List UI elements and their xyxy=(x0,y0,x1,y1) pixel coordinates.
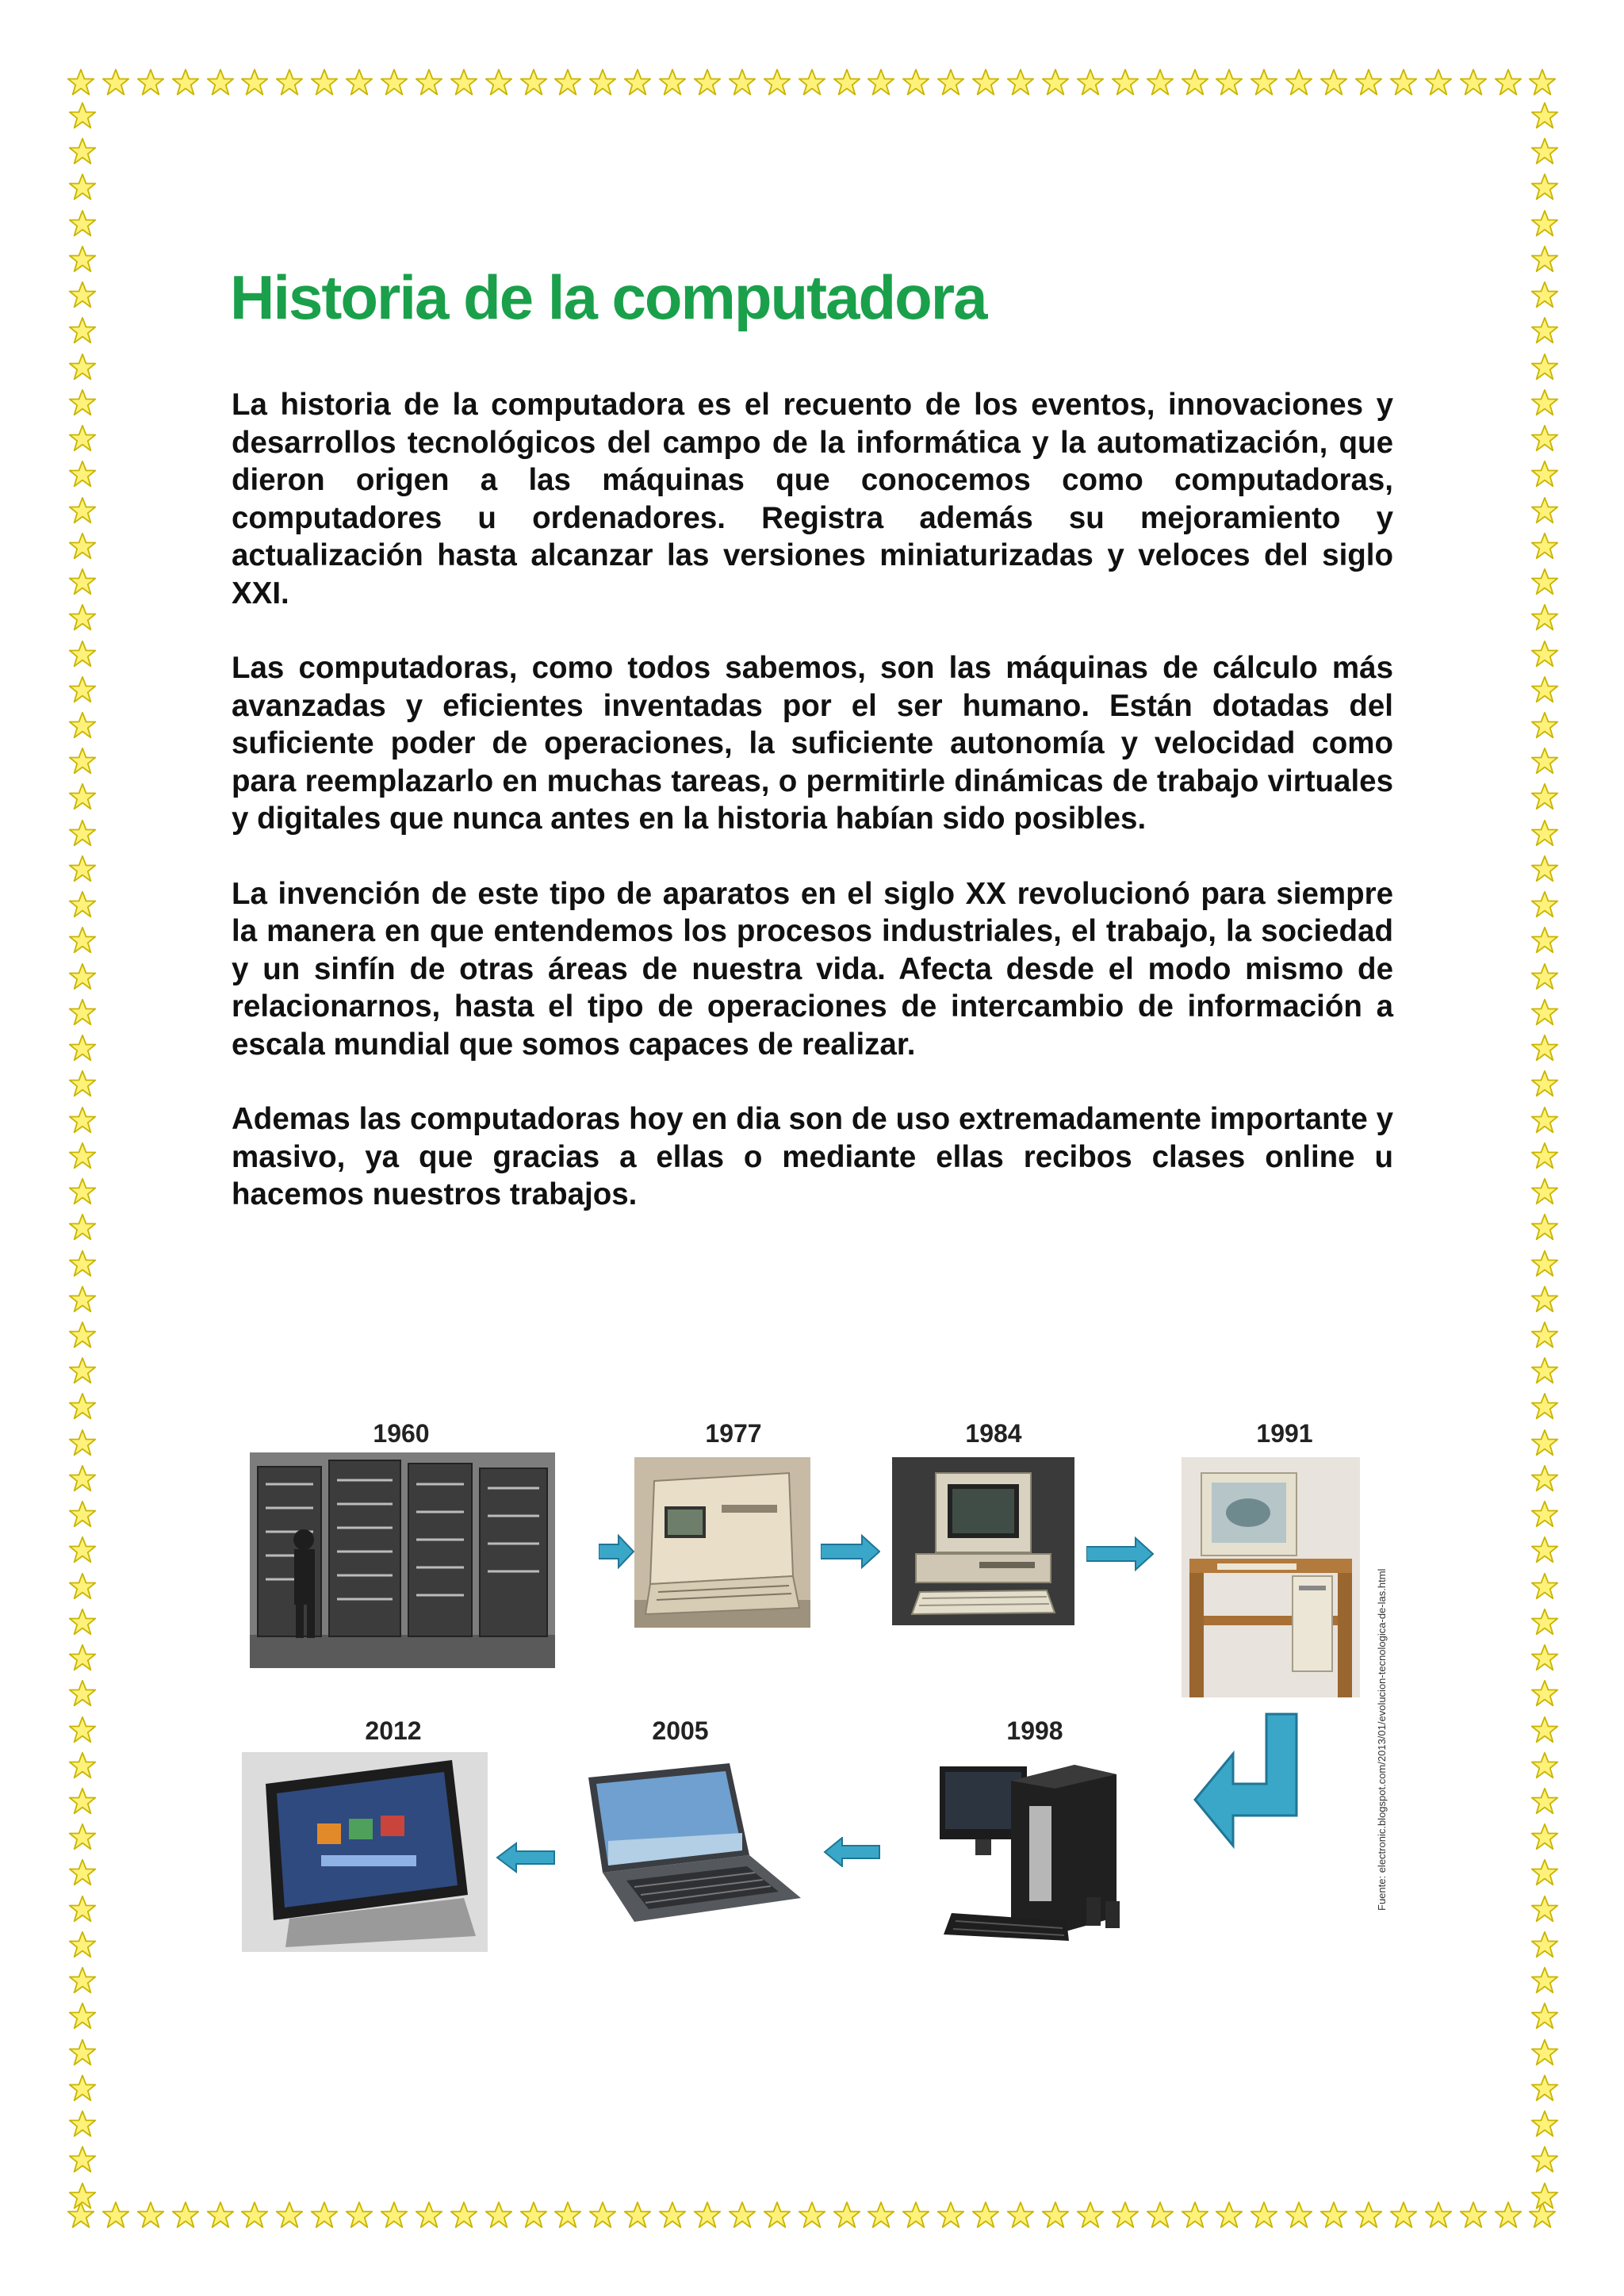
star-icon xyxy=(1530,1823,1559,1851)
star-icon xyxy=(415,68,443,97)
star-icon xyxy=(68,2074,97,2103)
year-label-1991: 1991 xyxy=(1256,1419,1313,1448)
star-icon xyxy=(171,2201,200,2229)
star-icon xyxy=(1530,532,1559,561)
star-icon xyxy=(136,2201,165,2229)
star-icon xyxy=(1530,783,1559,811)
year-label-2005: 2005 xyxy=(652,1716,709,1745)
laptop-2005-photo xyxy=(571,1754,809,1928)
mainframe-1960-photo xyxy=(250,1452,555,1668)
arrow-left-2-icon xyxy=(496,1842,555,1873)
body-text xyxy=(232,386,1393,1251)
star-icon xyxy=(68,245,97,274)
star-icon xyxy=(450,2201,478,2229)
star-icon xyxy=(1530,1895,1559,1923)
star-icon xyxy=(1530,1679,1559,1708)
star-icon xyxy=(728,2201,756,2229)
star-icon xyxy=(1530,2145,1559,2174)
star-icon xyxy=(275,68,304,97)
star-icon xyxy=(67,68,95,97)
star-icon xyxy=(68,998,97,1027)
star-icon xyxy=(693,68,722,97)
star-icon xyxy=(68,926,97,955)
star-icon xyxy=(68,640,97,668)
star-icon xyxy=(68,890,97,919)
star-icon xyxy=(1320,2201,1348,2229)
star-icon xyxy=(1530,1500,1559,1529)
paragraph-1: La historia de la computadora es el recuento de los eventos, innovaciones y desarrollos tecnológicos del campo de la informática y la automatización, que dieron origen a las máquinas que conocemos como computadoras, computadores u ordenadores. Registra además su mejoramiento y actualización hasta alcanzar las versiones miniaturizadas y veloces del siglo XXI. xyxy=(232,388,1393,610)
star-icon xyxy=(1530,1177,1559,1206)
star-icon xyxy=(1250,2201,1278,2229)
star-icon xyxy=(1530,424,1559,453)
star-icon xyxy=(1530,603,1559,632)
star-icon xyxy=(1006,2201,1035,2229)
star-icon xyxy=(68,568,97,596)
star-icon xyxy=(68,1249,97,1278)
star-icon xyxy=(1530,711,1559,740)
star-icon xyxy=(1041,68,1070,97)
star-icon xyxy=(68,2038,97,2067)
star-icon xyxy=(1530,137,1559,166)
star-icon xyxy=(1530,747,1559,775)
star-icon xyxy=(1530,819,1559,848)
star-icon xyxy=(833,2201,861,2229)
star-icon xyxy=(1530,353,1559,381)
star-icon xyxy=(68,1285,97,1314)
star-icon xyxy=(519,68,548,97)
star-icon xyxy=(1530,1070,1559,1098)
source-credit xyxy=(1376,1568,1392,1911)
star-icon xyxy=(588,68,617,97)
star-icon xyxy=(68,173,97,201)
star-icon xyxy=(485,68,513,97)
star-icon xyxy=(1076,2201,1105,2229)
star-icon xyxy=(1215,68,1243,97)
star-icon xyxy=(1215,2201,1243,2229)
star-icon xyxy=(1530,568,1559,596)
star-icon xyxy=(68,1895,97,1923)
star-icon xyxy=(68,424,97,453)
star-icon xyxy=(68,783,97,811)
star-icon xyxy=(1530,675,1559,704)
star-icon xyxy=(1530,1572,1559,1601)
star-border-top xyxy=(67,68,1557,103)
star-icon xyxy=(68,1464,97,1493)
star-icon xyxy=(1530,1429,1559,1457)
star-icon xyxy=(68,316,97,345)
star-icon xyxy=(1459,68,1488,97)
star-icon xyxy=(68,1142,97,1170)
star-icon xyxy=(68,2002,97,2030)
star-icon xyxy=(1530,1392,1559,1421)
star-icon xyxy=(1530,926,1559,955)
star-icon xyxy=(1354,68,1383,97)
star-icon xyxy=(798,2201,826,2229)
paragraph-4: Ademas las computadoras hoy en dia son de uso extremadamente importante y masivo, ya que gracias a ellas o mediante ellas recibos clases online u hacemos nuestros trabajos. xyxy=(232,1102,1393,1211)
star-icon xyxy=(68,747,97,775)
star-icon xyxy=(1530,2182,1559,2210)
star-icon xyxy=(68,1966,97,1995)
star-icon xyxy=(936,68,965,97)
star-icon xyxy=(310,2201,339,2229)
star-border-left xyxy=(68,101,103,2210)
year-label-2012: 2012 xyxy=(365,1716,422,1745)
star-icon xyxy=(68,1357,97,1385)
year-label-1960: 1960 xyxy=(373,1419,430,1448)
star-border-right xyxy=(1530,101,1565,2210)
star-icon xyxy=(693,2201,722,2229)
star-icon xyxy=(68,532,97,561)
star-icon xyxy=(867,2201,895,2229)
arrow-down-left-icon xyxy=(1193,1712,1312,1849)
star-icon xyxy=(68,496,97,525)
star-icon xyxy=(68,603,97,632)
star-icon xyxy=(1006,68,1035,97)
star-icon xyxy=(68,2145,97,2174)
star-icon xyxy=(68,1823,97,1851)
star-icon xyxy=(68,1931,97,1959)
star-icon xyxy=(1530,1858,1559,1887)
star-icon xyxy=(1530,1249,1559,1278)
star-icon xyxy=(1530,1536,1559,1564)
star-icon xyxy=(1530,1608,1559,1636)
star-icon xyxy=(658,2201,687,2229)
star-icon xyxy=(68,1644,97,1672)
star-icon xyxy=(1389,2201,1418,2229)
star-icon xyxy=(1530,388,1559,417)
star-icon xyxy=(1530,245,1559,274)
star-icon xyxy=(763,2201,791,2229)
star-icon xyxy=(102,68,130,97)
star-icon xyxy=(798,68,826,97)
year-label-1998: 1998 xyxy=(1006,1716,1063,1745)
year-label-1977: 1977 xyxy=(705,1419,762,1448)
star-icon xyxy=(68,711,97,740)
star-icon xyxy=(1530,460,1559,488)
star-icon xyxy=(1530,1357,1559,1385)
paragraph-2: Las computadoras, como todos sabemos, son las máquinas de cálculo más avanzadas y eficientes inventadas por el ser humano. Están dotadas del suficiente poder de operaciones, la suficiente autonomía y velocidad como para reemplazarlo en muchas tareas, o permitirle dinámicas de trabajo virtuales y digitales que nunca antes en la historia habían sido posibles. xyxy=(232,651,1393,836)
star-icon xyxy=(171,68,200,97)
star-icon xyxy=(1530,1213,1559,1242)
star-icon xyxy=(1530,1966,1559,1995)
star-icon xyxy=(1076,68,1105,97)
star-icon xyxy=(1530,2002,1559,2030)
star-icon xyxy=(1530,998,1559,1027)
star-icon xyxy=(1530,281,1559,309)
arrow-right-1-icon xyxy=(599,1534,634,1569)
star-icon xyxy=(206,68,235,97)
computer-1977-photo xyxy=(634,1457,810,1628)
star-icon xyxy=(553,2201,582,2229)
star-icon xyxy=(833,68,861,97)
star-icon xyxy=(68,209,97,238)
star-icon xyxy=(867,68,895,97)
star-icon xyxy=(68,1787,97,1816)
star-icon xyxy=(623,68,652,97)
star-icon xyxy=(68,1858,97,1887)
star-icon xyxy=(1494,68,1522,97)
star-icon xyxy=(1530,890,1559,919)
star-icon xyxy=(68,388,97,417)
star-icon xyxy=(380,2201,408,2229)
star-icon xyxy=(1354,2201,1383,2229)
star-icon xyxy=(68,855,97,883)
star-icon xyxy=(1389,68,1418,97)
star-icon xyxy=(1530,1106,1559,1135)
star-icon xyxy=(345,2201,373,2229)
star-icon xyxy=(1530,2074,1559,2103)
star-icon xyxy=(1530,1034,1559,1062)
star-icon xyxy=(68,1321,97,1349)
star-icon xyxy=(450,68,478,97)
star-icon xyxy=(68,1034,97,1062)
star-border-bottom xyxy=(67,2201,1557,2236)
star-icon xyxy=(68,460,97,488)
star-icon xyxy=(1530,209,1559,238)
star-icon xyxy=(1285,68,1313,97)
star-icon xyxy=(68,1500,97,1529)
star-icon xyxy=(68,1572,97,1601)
arrow-right-3-icon xyxy=(1086,1536,1154,1571)
star-icon xyxy=(1285,2201,1313,2229)
star-icon xyxy=(971,68,1000,97)
star-icon xyxy=(68,353,97,381)
star-icon xyxy=(1530,2038,1559,2067)
star-icon xyxy=(68,962,97,991)
star-icon xyxy=(1530,1787,1559,1816)
star-icon xyxy=(240,2201,269,2229)
star-icon xyxy=(345,68,373,97)
star-icon xyxy=(206,2201,235,2229)
star-icon xyxy=(68,675,97,704)
source-credit-text: Fuente: electronic.blogspot.com/2013/01/evolucion-tecnologica-de-las.html xyxy=(1376,1568,1388,1911)
star-icon xyxy=(1530,316,1559,345)
star-icon xyxy=(1530,2110,1559,2138)
star-icon xyxy=(1250,68,1278,97)
star-icon xyxy=(485,2201,513,2229)
star-icon xyxy=(1530,173,1559,201)
star-icon xyxy=(1146,68,1174,97)
computer-1991-photo xyxy=(1182,1457,1360,1697)
star-icon xyxy=(68,1213,97,1242)
star-icon xyxy=(275,2201,304,2229)
arrow-left-1-icon xyxy=(823,1837,880,1867)
star-icon xyxy=(415,2201,443,2229)
star-icon xyxy=(519,2201,548,2229)
star-icon xyxy=(763,68,791,97)
star-icon xyxy=(1530,1931,1559,1959)
star-icon xyxy=(1146,2201,1174,2229)
star-icon xyxy=(68,137,97,166)
star-icon xyxy=(68,1429,97,1457)
star-icon xyxy=(658,68,687,97)
star-icon xyxy=(68,101,97,130)
star-icon xyxy=(68,281,97,309)
star-icon xyxy=(68,2182,97,2210)
star-icon xyxy=(902,2201,930,2229)
star-icon xyxy=(102,2201,130,2229)
star-icon xyxy=(1530,855,1559,883)
star-icon xyxy=(380,68,408,97)
star-icon xyxy=(1530,1716,1559,1744)
star-icon xyxy=(68,1177,97,1206)
star-icon xyxy=(971,2201,1000,2229)
star-icon xyxy=(1530,496,1559,525)
star-icon xyxy=(310,68,339,97)
star-icon xyxy=(1494,2201,1522,2229)
star-icon xyxy=(1530,1751,1559,1780)
star-icon xyxy=(588,2201,617,2229)
star-icon xyxy=(1181,2201,1209,2229)
star-icon xyxy=(1530,962,1559,991)
star-icon xyxy=(1530,640,1559,668)
star-icon xyxy=(936,2201,965,2229)
star-icon xyxy=(68,1751,97,1780)
arrow-right-2-icon xyxy=(821,1534,880,1569)
star-icon xyxy=(68,1536,97,1564)
star-icon xyxy=(240,68,269,97)
star-icon xyxy=(728,68,756,97)
star-icon xyxy=(136,68,165,97)
star-icon xyxy=(902,68,930,97)
star-icon xyxy=(1530,1285,1559,1314)
star-icon xyxy=(1111,68,1139,97)
all-in-one-2012-photo xyxy=(242,1752,488,1952)
star-icon xyxy=(1424,68,1453,97)
star-icon xyxy=(1530,101,1559,130)
star-icon xyxy=(1530,1464,1559,1493)
star-icon xyxy=(623,2201,652,2229)
star-icon xyxy=(1530,1644,1559,1672)
computer-timeline-figure xyxy=(222,1411,1396,1998)
star-icon xyxy=(68,1392,97,1421)
star-icon xyxy=(68,1070,97,1098)
star-icon xyxy=(1530,1142,1559,1170)
star-icon xyxy=(1530,1321,1559,1349)
star-icon xyxy=(1181,68,1209,97)
star-icon xyxy=(68,1716,97,1744)
star-icon xyxy=(1528,68,1557,97)
star-icon xyxy=(68,1106,97,1135)
computer-1998-photo xyxy=(936,1751,1142,1954)
star-icon xyxy=(1111,2201,1139,2229)
star-icon xyxy=(1041,2201,1070,2229)
star-icon xyxy=(1459,2201,1488,2229)
star-icon xyxy=(68,1679,97,1708)
star-icon xyxy=(1320,68,1348,97)
star-icon xyxy=(553,68,582,97)
star-icon xyxy=(68,1608,97,1636)
page-title: Historia de la computadora xyxy=(230,262,986,332)
computer-1984-photo xyxy=(892,1457,1074,1625)
year-label-1984: 1984 xyxy=(965,1419,1022,1448)
star-icon xyxy=(1424,2201,1453,2229)
star-icon xyxy=(68,2110,97,2138)
paragraph-3: La invención de este tipo de aparatos en el siglo XX revolucionó para siempre la manera en que entendemos los procesos industriales, el trabajo, la sociedad y un sinfín de otras áreas de nuestra vida. Afecta desde el modo mismo de relacionarnos, hasta el tipo de operaciones de intercambio de información a escala mundial que somos capaces de realizar. xyxy=(232,876,1393,1062)
star-icon xyxy=(68,819,97,848)
